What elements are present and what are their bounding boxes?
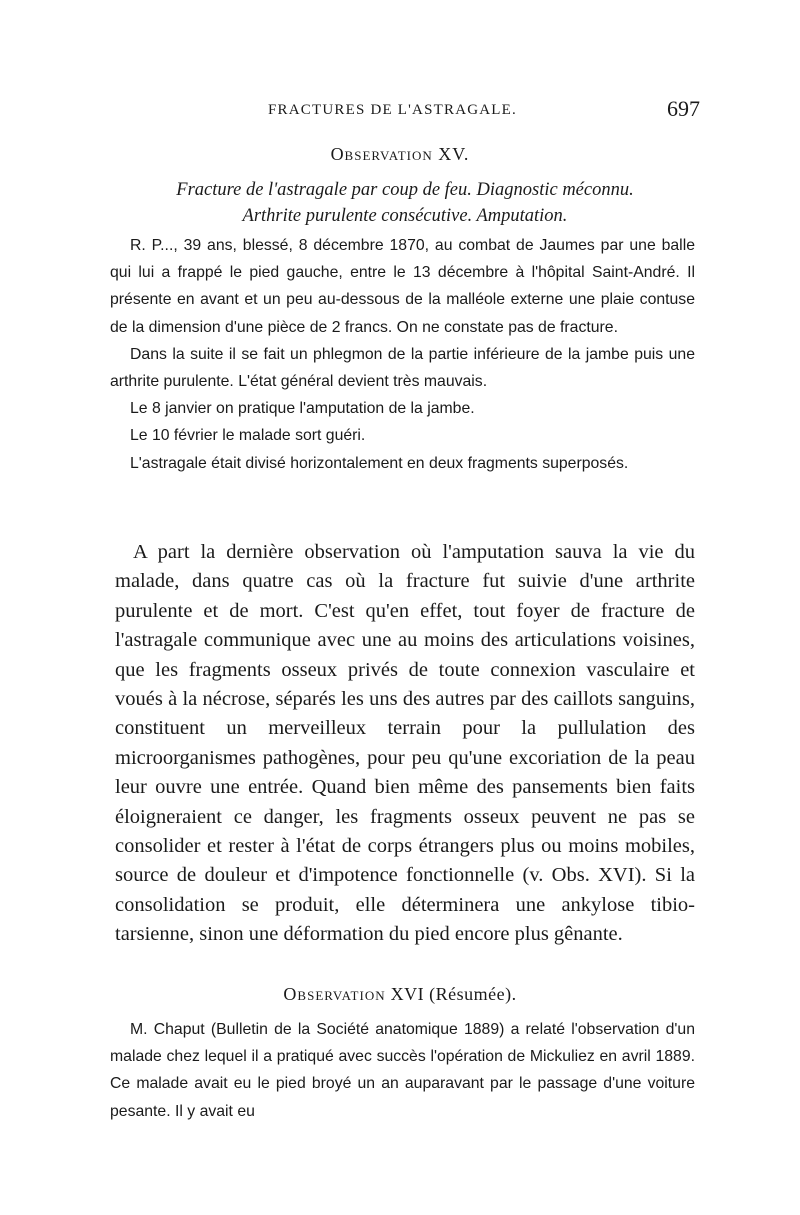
observation-xv-paragraph: Le 10 février le malade sort guéri. <box>130 427 366 445</box>
subtitle-line-2: Arthrite purulente consécutive. Amputation. <box>242 206 568 226</box>
observation-xv-subtitle <box>110 177 700 229</box>
observation-xv-title <box>0 144 800 165</box>
observation-xv-paragraph: Dans la suite il se fait un phlegmon de la partie inférieure de la jambe puis une arthrite purulente. L'état général devient très mauvais. <box>110 345 695 391</box>
observation-xv-paragraph: Le 8 janvier on pratique l'amputation de la jambe. <box>130 400 475 418</box>
page-number: 697 <box>667 96 700 121</box>
main-text <box>115 538 695 950</box>
observation-xv-paragraph: L'astragale était divisé horizontalement en deux fragments superposés. <box>130 454 629 472</box>
observation-xvi-label: Observation <box>283 984 386 1004</box>
observation-xvi-title <box>0 984 800 1005</box>
page-header <box>110 96 700 126</box>
observation-xv-label: Observation XV. <box>330 144 470 164</box>
subtitle-line-1: Fracture de l'astragale par coup de feu. Diagnostic méconnu. <box>176 180 634 200</box>
running-head: FRACTURES DE L'ASTRAGALE. <box>268 102 517 118</box>
observation-xv-paragraph: R. P..., 39 ans, blessé, 8 décembre 1870, au combat de Jaumes par une balle qui lui a frappé le pied gauche, entre le 13 décembre à l'hôpital Saint-André. Il présente en avant et un peu au-dessous de la malléole externe une plaie contuse de la dimension d'une pièce de 2 francs. On ne constate pas de fracture. <box>110 237 695 336</box>
main-paragraph: A part la dernière observation où l'amputation sauva la vie du malade, dans quatre cas où la fracture fut suivie d'une arthrite purulente et de mort. C'est qu'en effet, tout foyer de fracture de l'astragale communique avec une au moins des articulations voisines, que les fragments osseux privés de toute connexion vasculaire et voués à la nécrose, séparés les uns des autres par des caillots sanguins, constituent un merveilleux terrain pour la pullulation des microorganismes pathogènes, pour peu qu'une excoriation de la peau leur ouvre une entrée. Quand bien même des pansements bien faits éloigneraient ce danger, les fragments osseux peuvent ne pas se consolider et rester à l'état de corps étrangers plus ou moins mobiles, source de douleur et d'impotence fonctionnelle (v. Obs. XVI). Si la consolidation se produit, elle déterminera une ankylose tibio-tarsienne, sinon une déformation du pied encore plus gênante. <box>115 541 695 946</box>
observation-xvi-body <box>110 1016 695 1125</box>
observation-xvi-paragraph: M. Chaput (Bulletin de la Société anatomique 1889) a relaté l'observation d'un malade chez lequel il a pratiqué avec succès l'opération de Mickuliez en avril 1889. Ce malade avait eu le pied broyé un an auparavant par le passage d'une voiture pesante. Il y avait eu <box>110 1021 695 1120</box>
observation-xv-body <box>110 232 695 477</box>
observation-xvi-number: XVI (Résumée). <box>390 984 517 1004</box>
